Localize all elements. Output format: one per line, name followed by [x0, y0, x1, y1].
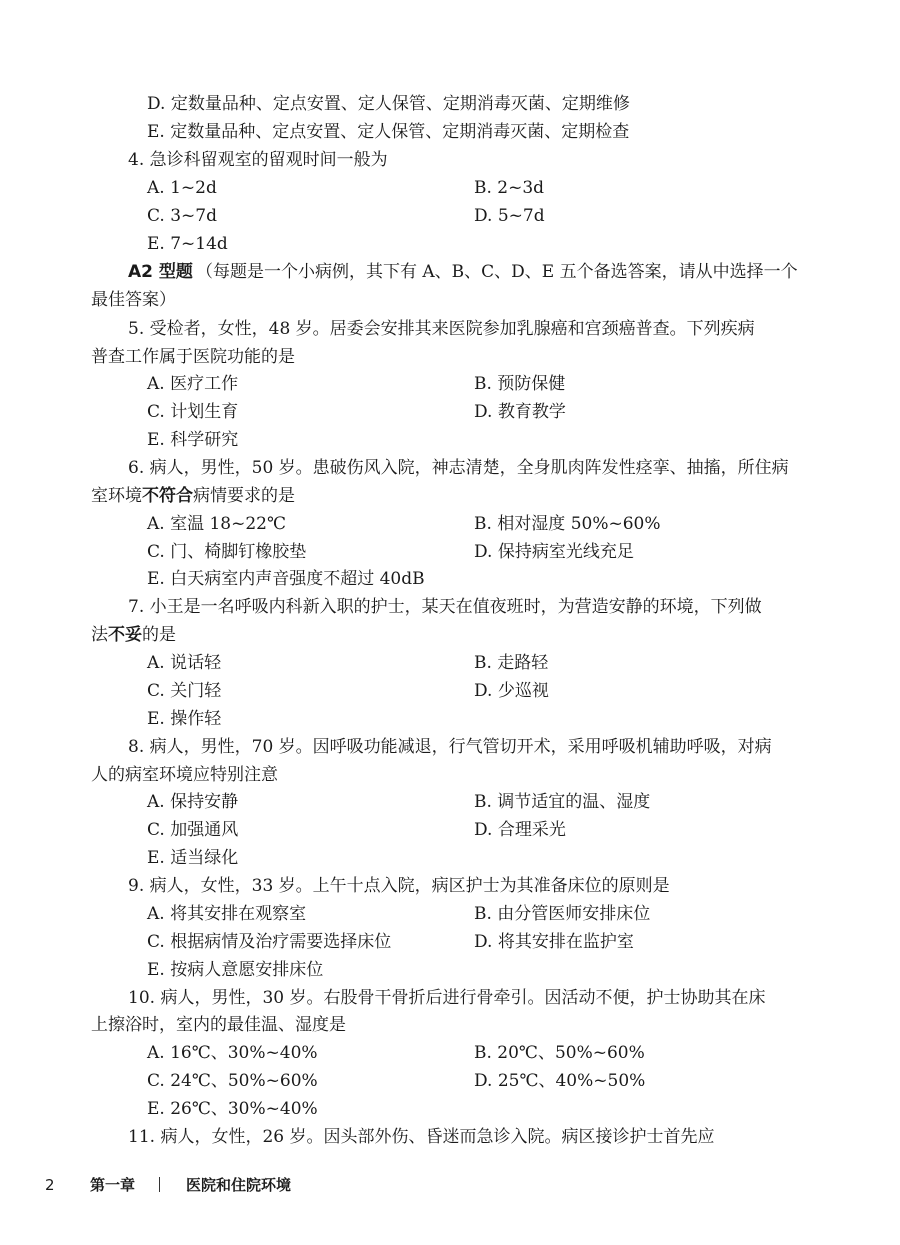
q6-option-b: B. 相对湿度 50%~60%: [474, 514, 661, 534]
q7-option-a: A. 说话轻: [147, 653, 222, 673]
a2-section-label: A2 型题: [128, 262, 193, 282]
q4-option-d: D. 5~7d: [474, 206, 545, 226]
q8-stem-line-1: [0, 734, 900, 760]
q4-option-c: C. 3~7d: [147, 206, 217, 226]
q8-options-row-2: [0, 817, 900, 843]
a2-section-desc-1: （每题是一个小病例，其下有 A、B、C、D、E 五个备选答案，请从中选择一个: [196, 262, 798, 282]
q5-stem-line-2: [0, 344, 900, 370]
page-number: 2: [45, 1176, 55, 1194]
q4-stem: 4. 急诊科留观室的留观时间一般为: [128, 150, 388, 170]
q7-stem-line-2: [0, 622, 900, 648]
q5-option-b: B. 预防保健: [474, 374, 566, 394]
q6-stem-line-2: [0, 483, 900, 509]
q3-option-d-line: [0, 91, 900, 117]
chapter-label: 第一章: [90, 1176, 136, 1194]
q8-options-row-1: [0, 789, 900, 815]
q7-stem-1: 7. 小王是一名呼吸内科新入职的护士，某天在值夜班时，为营造安静的环境，下列做: [128, 597, 762, 617]
q9-stem: 9. 病人，女性，33 岁。上午十点入院，病区护士为其准备床位的原则是: [128, 876, 670, 896]
q9-options-row-3: [0, 957, 900, 983]
a2-section-header: [0, 259, 900, 285]
q9-options-row-2: [0, 929, 900, 955]
q10-option-d: D. 25℃、40%~50%: [474, 1071, 646, 1091]
q10-options-row-2: [0, 1068, 900, 1094]
q9-stem-line: [0, 873, 900, 899]
q4-option-e: E. 7~14d: [147, 234, 228, 254]
q9-option-c: C. 根据病情及治疗需要选择床位: [147, 932, 392, 952]
q5-stem-line-1: [0, 316, 900, 342]
q7-stem-2-pre: 法: [91, 625, 108, 645]
q7-options-row-2: [0, 678, 900, 704]
q10-option-e: E. 26℃、30%~40%: [147, 1099, 318, 1119]
q6-options-row-1: [0, 511, 900, 537]
q6-stem-2-wrapper: [0, 483, 295, 509]
q5-stem-2: 普查工作属于医院功能的是: [91, 347, 295, 367]
a2-section-desc-line-2: [0, 287, 900, 313]
q5-option-e: E. 科学研究: [147, 430, 239, 450]
q7-option-b: B. 走路轻: [474, 653, 549, 673]
page-footer: [0, 1172, 900, 1198]
q6-options-row-3: [0, 566, 900, 592]
q4-option-b: B. 2~3d: [474, 178, 545, 198]
q7-stem-2-wrapper: [0, 622, 176, 648]
q5-options-row-2: [0, 399, 900, 425]
q8-option-b: B. 调节适宜的温、湿度: [474, 792, 651, 812]
q10-stem-2: 上擦浴时，室内的最佳温、湿度是: [91, 1015, 346, 1035]
q8-option-d: D. 合理采光: [474, 820, 566, 840]
q7-option-d: D. 少巡视: [474, 681, 549, 701]
q6-option-a: A. 室温 18~22℃: [147, 514, 287, 534]
q7-option-e: E. 操作轻: [147, 709, 222, 729]
q10-option-c: C. 24℃、50%~60%: [147, 1071, 318, 1091]
q7-option-c: C. 关门轻: [147, 681, 222, 701]
q5-option-a: A. 医疗工作: [147, 374, 239, 394]
q9-option-e: E. 按病人意愿安排床位: [147, 960, 324, 980]
q7-options-row-3: [0, 706, 900, 732]
q5-stem-1: 5. 受检者，女性，48 岁。居委会安排其来医院参加乳腺癌和宫颈癌普查。下列疾病: [128, 319, 755, 339]
q9-option-d: D. 将其安排在监护室: [474, 932, 634, 952]
q7-stem-2-emphasis: 不妥: [108, 625, 142, 645]
q5-option-c: C. 计划生育: [147, 402, 239, 422]
q10-option-a: A. 16℃、30%~40%: [147, 1043, 318, 1063]
q6-stem-2-post: 病情要求的是: [193, 486, 295, 506]
q5-options-row-3: [0, 427, 900, 453]
q7-options-row-1: [0, 650, 900, 676]
q10-options-row-1: [0, 1040, 900, 1066]
q8-option-a: A. 保持安静: [147, 792, 239, 812]
chapter-title: 医院和住院环境: [186, 1176, 292, 1194]
q8-stem-2: 人的病室环境应特别注意: [91, 765, 278, 785]
q10-options-row-3: [0, 1096, 900, 1122]
q4-stem-line: [0, 147, 900, 173]
q7-stem-line-1: [0, 594, 900, 620]
q10-option-b: B. 20℃、50%~60%: [474, 1043, 645, 1063]
q8-option-c: C. 加强通风: [147, 820, 239, 840]
q7-stem-2-post: 的是: [142, 625, 176, 645]
q11-stem: 11. 病人，女性，26 岁。因头部外伤、昏迷而急诊入院。病区接诊护士首先应: [128, 1127, 715, 1147]
q9-option-a: A. 将其安排在观察室: [147, 904, 307, 924]
q8-option-e: E. 适当绿化: [147, 848, 239, 868]
q3-option-d: D. 定数量品种、定点安置、定人保管、定期消毒灭菌、定期维修: [147, 94, 630, 114]
q11-stem-line: [0, 1124, 900, 1150]
q6-option-d: D. 保持病室光线充足: [474, 542, 634, 562]
q6-stem-1: 6. 病人，男性，50 岁。患破伤风入院，神志清楚，全身肌肉阵发性痉挛、抽搐，所住病: [128, 458, 789, 478]
a2-section-desc-2: 最佳答案）: [91, 290, 176, 310]
q9-options-row-1: [0, 901, 900, 927]
q6-stem-line-1: [0, 455, 900, 481]
q10-stem-1: 10. 病人，男性，30 岁。右股骨干骨折后进行骨牵引。因活动不便，护士协助其在床: [128, 988, 766, 1008]
q8-options-row-3: [0, 845, 900, 871]
q6-stem-2-emphasis: 不符合: [142, 486, 193, 506]
q8-stem-line-2: [0, 762, 900, 788]
q6-option-c: C. 门、椅脚钉橡胶垫: [147, 542, 307, 562]
q10-stem-line-2: [0, 1012, 900, 1038]
q5-options-row-1: [0, 371, 900, 397]
q5-option-d: D. 教育教学: [474, 402, 566, 422]
q10-stem-line-1: [0, 985, 900, 1011]
q8-stem-1: 8. 病人，男性，70 岁。因呼吸功能减退，行气管切开术，采用呼吸机辅助呼吸，对病: [128, 737, 772, 757]
q4-option-a: A. 1~2d: [147, 178, 217, 198]
q6-stem-2-pre: 室环境: [91, 486, 142, 506]
q6-options-row-2: [0, 539, 900, 565]
q4-options-row-3: [0, 231, 900, 257]
q4-options-row-1: [0, 175, 900, 201]
footer-separator: [159, 1177, 160, 1192]
q9-option-b: B. 由分管医师安排床位: [474, 904, 651, 924]
q3-option-e: E. 定数量品种、定点安置、定人保管、定期消毒灭菌、定期检查: [147, 122, 630, 142]
q3-option-e-line: [0, 119, 900, 145]
q4-options-row-2: [0, 203, 900, 229]
q6-option-e: E. 白天病室内声音强度不超过 40dB: [147, 569, 425, 589]
